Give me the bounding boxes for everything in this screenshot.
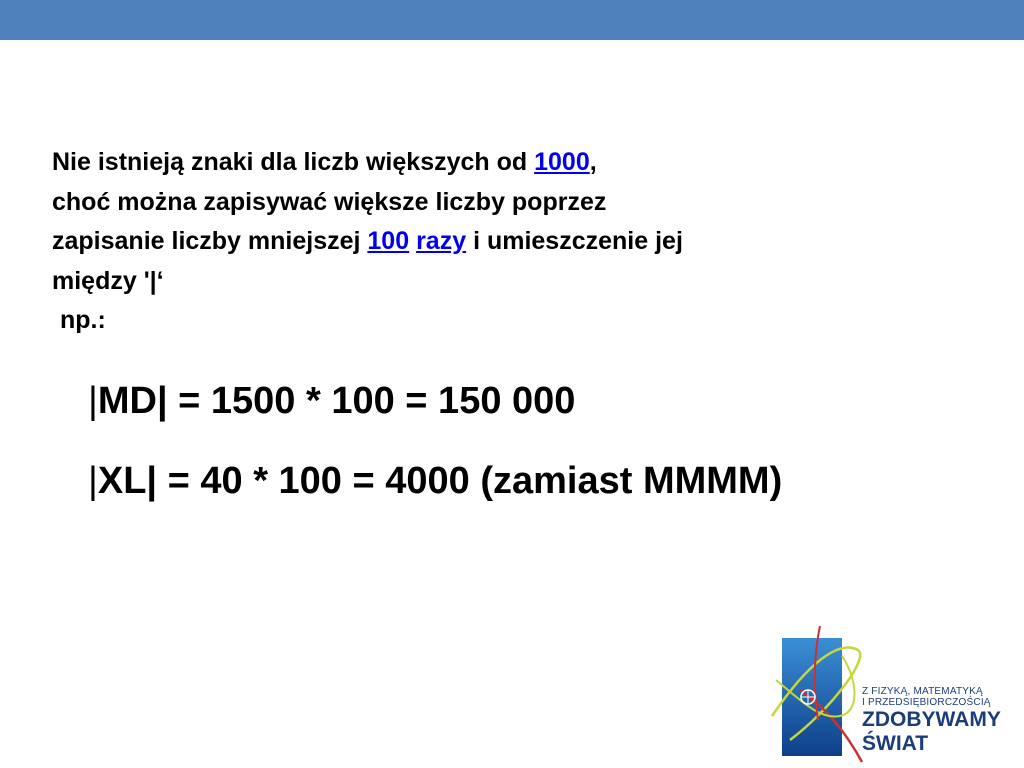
- formula-xl-pipe: |: [88, 460, 98, 502]
- formula-xl-text: XL| = 40 * 100 = 4000 (zamiast MMMM): [97, 460, 783, 502]
- slide-body: [52, 143, 952, 341]
- logo-line-3: ZDOBYWAMY: [862, 708, 1001, 731]
- line-3-text: zapisanie liczby mniejszej: [52, 227, 368, 255]
- link-1000[interactable]: 1000: [534, 148, 590, 176]
- logo-line-2: I PRZEDSIĘBIORCZOŚCIĄ: [862, 697, 991, 708]
- link-razy[interactable]: razy: [416, 227, 467, 255]
- example-label: np.:: [60, 306, 106, 334]
- paragraph-line-2: choć można zapisywać większe liczby poprzez: [52, 187, 607, 216]
- line-1-comma: ,: [589, 148, 597, 176]
- formula-md-pipe: |: [88, 380, 98, 422]
- logo-line-4: ŚWIAT: [862, 732, 929, 755]
- logo-text: [862, 686, 1001, 756]
- formula-xl: [88, 458, 782, 504]
- paragraph-line-1: [52, 143, 952, 183]
- header-bar: [0, 0, 1024, 40]
- paragraph-line-4: między '|‘: [52, 266, 164, 295]
- formula-md: [88, 378, 575, 424]
- project-logo: [770, 620, 1024, 768]
- link-100[interactable]: 100: [367, 227, 410, 255]
- line-1-text: Nie istnieją znaki dla liczb większych od: [52, 148, 535, 176]
- line-3-tail: i umieszczenie jej: [466, 227, 683, 255]
- logo-line-1: Z FIZYKĄ, MATEMATYKĄ: [862, 686, 983, 697]
- paragraph-line-3: [52, 222, 952, 262]
- formula-md-text: MD| = 1500 * 100 = 150 000: [97, 380, 576, 422]
